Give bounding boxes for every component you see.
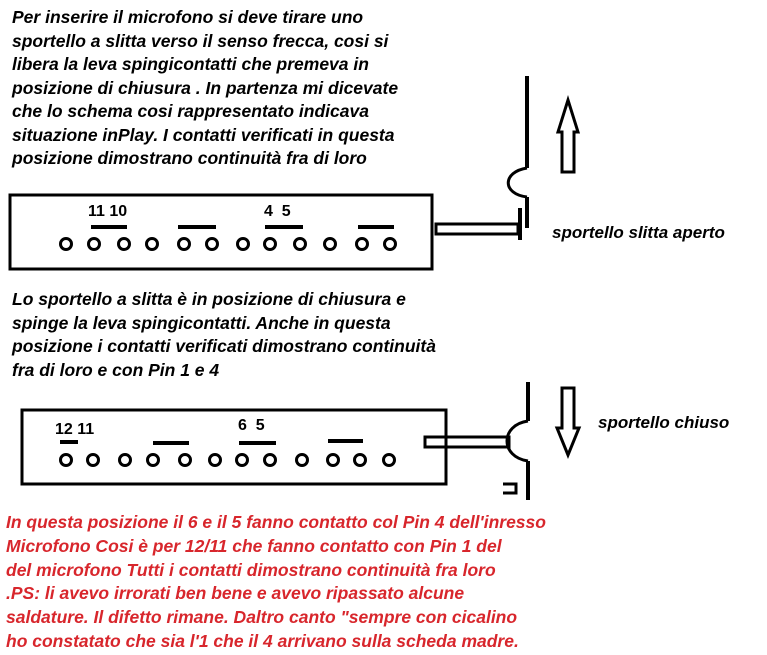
label-slider-closed: sportello chiuso xyxy=(598,413,730,432)
arrow-up-icon xyxy=(558,100,578,172)
pin-hole xyxy=(61,455,72,466)
connector-open xyxy=(10,76,578,269)
pin-hole xyxy=(385,239,396,250)
pin-label-12-11: 12 11 xyxy=(55,421,95,438)
pin-hole xyxy=(180,455,191,466)
pin-hole xyxy=(325,239,336,250)
pin-label-4-5: 4 5 xyxy=(264,203,291,220)
pin-hole xyxy=(147,239,158,250)
pin-label-11-10: 11 10 xyxy=(88,203,128,220)
pin-hole xyxy=(297,455,308,466)
slider-bump-open xyxy=(508,168,527,197)
pin-hole xyxy=(384,455,395,466)
pin-hole xyxy=(265,239,276,250)
pin-hole xyxy=(207,239,218,250)
pin-label-6-5: 6 5 xyxy=(238,417,265,434)
pin-hole xyxy=(295,239,306,250)
lever-rod-open xyxy=(436,224,518,234)
pin-hole xyxy=(210,455,221,466)
pin-hole xyxy=(357,239,368,250)
pin-hole xyxy=(88,455,99,466)
pin-hole xyxy=(61,239,72,250)
pin-hole xyxy=(237,455,248,466)
note-red-text: In questa posizione il 6 e il 5 fanno contatto col Pin 4 dell'inresso Microfono Cosi è per 12/11 che fanno contatto con Pin 1 del del microfono Tutti i contatti dimostrano continuità fra loro .PS: li avevo irrorati ben bene e avevo ripassato alcune saldature. Il difetto rimane. Daltro canto "sempre con cicalino ho constatato che sia l'1 che il 4 arrivano sulla scheda madre. xyxy=(6,512,546,651)
lever-rod-closed xyxy=(425,437,509,447)
pin-hole xyxy=(265,455,276,466)
pin-holes-closed xyxy=(61,455,395,466)
connector-body-open xyxy=(10,195,432,269)
pin-hole xyxy=(119,239,130,250)
connector-body-closed xyxy=(22,410,446,484)
label-slider-open: sportello slitta aperto xyxy=(552,223,725,242)
description-open-position: Per inserire il microfono si deve tirare uno sportello a slitta verso il senso frecca, cosi si libera la leva spingicontatti che premeva in posizione di chiusura . In partenza mi dicevate che lo schema cosi rappresentato indicava situazione inPlay. I contatti verificati in questa posizione dimostrano continuità fra di loro xyxy=(12,7,399,168)
connector-closed xyxy=(22,382,579,500)
slider-stop xyxy=(503,484,516,493)
pin-hole xyxy=(148,455,159,466)
pin-hole xyxy=(238,239,249,250)
pin-hole xyxy=(328,455,339,466)
pin-hole xyxy=(355,455,366,466)
contact-bars-closed xyxy=(60,441,363,443)
pin-hole xyxy=(89,239,100,250)
arrow-down-icon xyxy=(557,388,579,455)
pin-holes-open xyxy=(61,239,396,250)
description-closed-position: Lo sportello a slitta è in posizione di chiusura e spinge la leva spingicontatti. Anche in questa posizione i contatti verificati dimostrano continuità fra di loro e con Pin 1 e 4 xyxy=(12,289,436,380)
pin-hole xyxy=(120,455,131,466)
pin-hole xyxy=(179,239,190,250)
